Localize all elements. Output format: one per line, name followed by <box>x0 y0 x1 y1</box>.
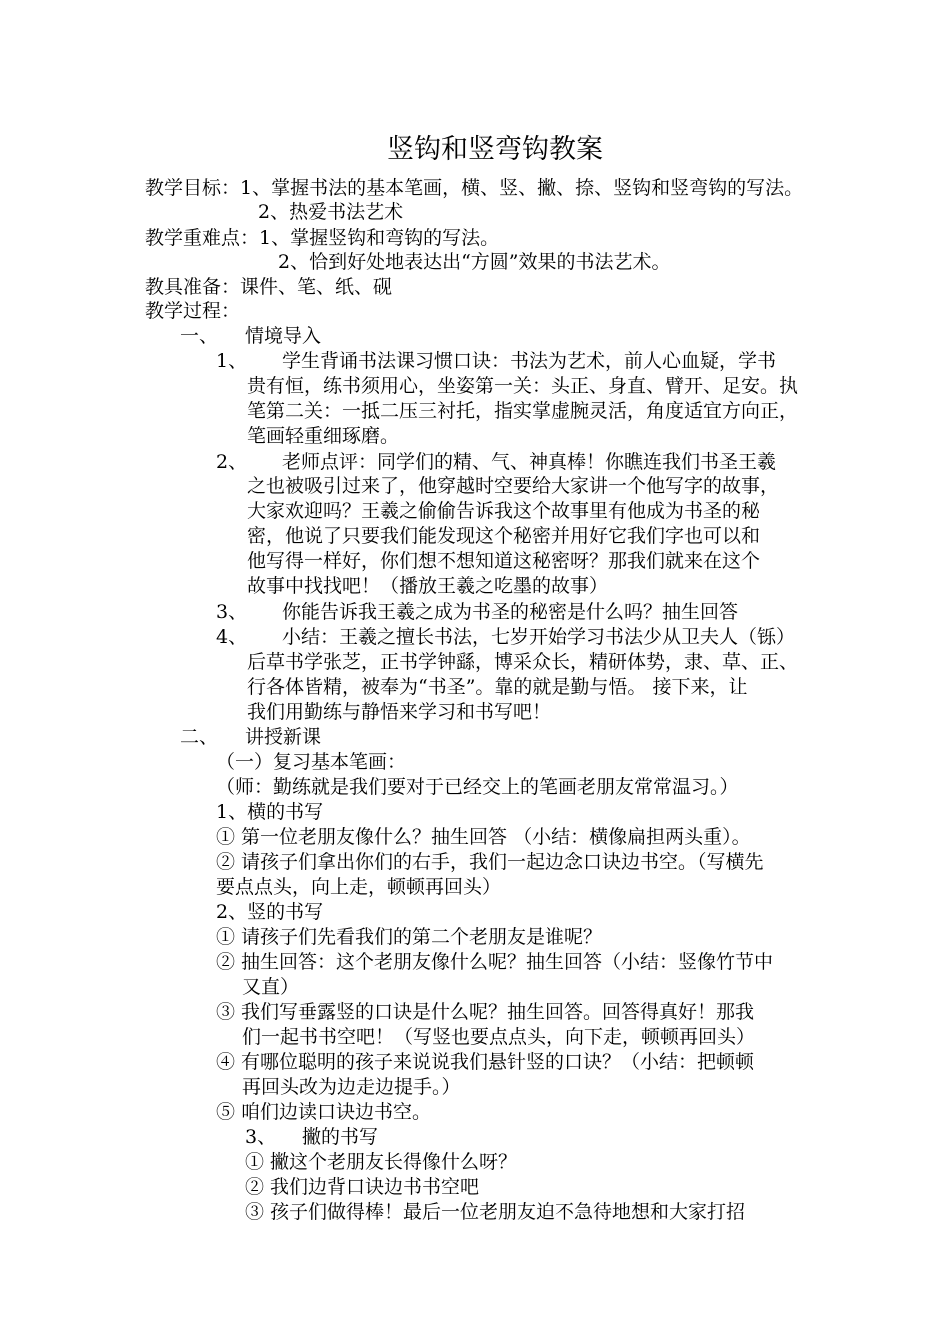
difficulties-item-2: 2、恰到好处地表达出“方圆”效果的书法艺术。 <box>278 251 671 273</box>
shu-line: 又直） <box>242 976 300 998</box>
item2-line: 密，他说了只要我们能发现这个秘密并用好它我们字也可以和 <box>247 525 761 547</box>
section2-number: 二、 <box>180 726 219 748</box>
shu-title: 2、竖的书写 <box>216 901 324 923</box>
shu-line: ③ 我们写垂露竖的口诀是什么呢？抽生回答。回答得真好！那我 <box>216 1001 755 1023</box>
item2-line: 老师点评：同学们的精、气、神真棒！你瞧连我们书圣王羲 <box>282 451 777 473</box>
tools-line: 教具准备：课件、笔、纸、砚 <box>145 276 393 298</box>
goals-item-1: 1、掌握书法的基本笔画，横、竖、撇、捺、竖钩和竖弯钩的写法。 <box>240 177 804 199</box>
shu-line: 们一起书书空吧！（写竖也要点点头，向下走，顿顿再回头） <box>242 1026 756 1048</box>
shu-line: ① 请孩子们先看我们的第二个老朋友是谁呢？ <box>216 926 603 948</box>
teacher-note: （师：勤练就是我们要对于已经交上的笔画老朋友常常温习。） <box>216 776 739 798</box>
page-title: 竖钩和竖弯钩教案 <box>387 134 603 165</box>
item1-line: 笔第二关：一抵二压三衬托，指实掌虚腕灵活，角度适宜方向正， <box>247 400 799 422</box>
item1-line: 学生背诵书法课习惯口诀：书法为艺术，前人心血疑，学书 <box>282 350 777 372</box>
item2-line: 大家欢迎吗？王羲之偷偷告诉我这个故事里有他成为书圣的秘 <box>247 500 761 522</box>
item4-line: 我们用勤练与静悟来学习和书写吧！ <box>247 701 552 723</box>
shu-line: ⑤ 咱们边读口诀边书空。 <box>216 1101 432 1123</box>
item4-number: 4、 <box>216 626 248 648</box>
item1-line: 笔画轻重细琢磨。 <box>247 425 400 447</box>
item4-line: 小结：王羲之擅长书法，七岁开始学习书法少从卫夫人（铄） <box>282 626 796 648</box>
heng-title: 1、横的书写 <box>216 801 324 823</box>
item1-line: 贵有恒，练书须用心，坐姿第一关：头正、身直、臂开、足安。执 <box>247 375 799 397</box>
pie-line: ① 撇这个老朋友长得像什么呀？ <box>245 1151 518 1173</box>
section2-title: 讲授新课 <box>245 726 322 748</box>
process-label: 教学过程： <box>145 300 241 322</box>
difficulties-label: 教学重难点： <box>145 227 260 249</box>
item3-number: 3、 <box>216 601 248 623</box>
pie-number: 3、 <box>245 1126 277 1148</box>
pie-line: ② 我们边背口诀边书书空吧 <box>245 1176 480 1198</box>
goals-label: 教学目标： <box>145 177 241 199</box>
item4-line: 后草书学张芝，正书学钟繇，博采众长，精研体势，隶、草、正、 <box>247 651 799 673</box>
item2-line: 之也被吸引过来了，他穿越时空要给大家讲一个他写字的故事， <box>247 475 780 497</box>
item3-line: 你能告诉我王羲之成为书圣的秘密是什么吗？抽生回答 <box>282 601 739 623</box>
goals-item-2: 2、热爱书法艺术 <box>258 201 404 223</box>
item2-number: 2、 <box>216 451 248 473</box>
heng-line: ② 请孩子们拿出你们的右手，我们一起边念口诀边书空。（写横先 <box>216 851 764 873</box>
pie-line: ③ 孩子们做得棒！最后一位老朋友迫不急待地想和大家打招 <box>245 1201 746 1223</box>
difficulties-line-1 <box>145 226 499 250</box>
section1-number: 一、 <box>180 325 219 347</box>
subsection-title: （一）复习基本笔画： <box>216 751 407 773</box>
shu-line: ② 抽生回答：这个老朋友像什么呢？抽生回答（小结：竖像竹节中 <box>216 951 774 973</box>
heng-line: 要点点头，向上走，顿顿再回头） <box>216 876 502 898</box>
shu-line: 再回头改为边走边提手。） <box>242 1076 461 1098</box>
pie-title: 撇的书写 <box>302 1126 379 1148</box>
item1-number: 1、 <box>216 350 248 372</box>
item2-line: 故事中找找吧！（播放王羲之吃墨的故事） <box>247 575 609 597</box>
item2-line: 他写得一样好，你们想不想知道这秘密呀？那我们就来在这个 <box>247 550 761 572</box>
item4-line: 行各体皆精，被奉为“书圣”。靠的就是勤与悟。 接下来，让 <box>247 676 748 698</box>
section1-title: 情境导入 <box>245 325 322 347</box>
shu-line: ④ 有哪位聪明的孩子来说说我们悬针竖的口诀？（小结：把顿顿 <box>216 1051 755 1073</box>
difficulties-item-1: 1、掌握竖钩和弯钩的写法。 <box>259 227 500 249</box>
goals-line-1 <box>145 176 803 200</box>
heng-line: ① 第一位老朋友像什么？抽生回答 （小结：横像扁担两头重）。 <box>216 826 751 848</box>
